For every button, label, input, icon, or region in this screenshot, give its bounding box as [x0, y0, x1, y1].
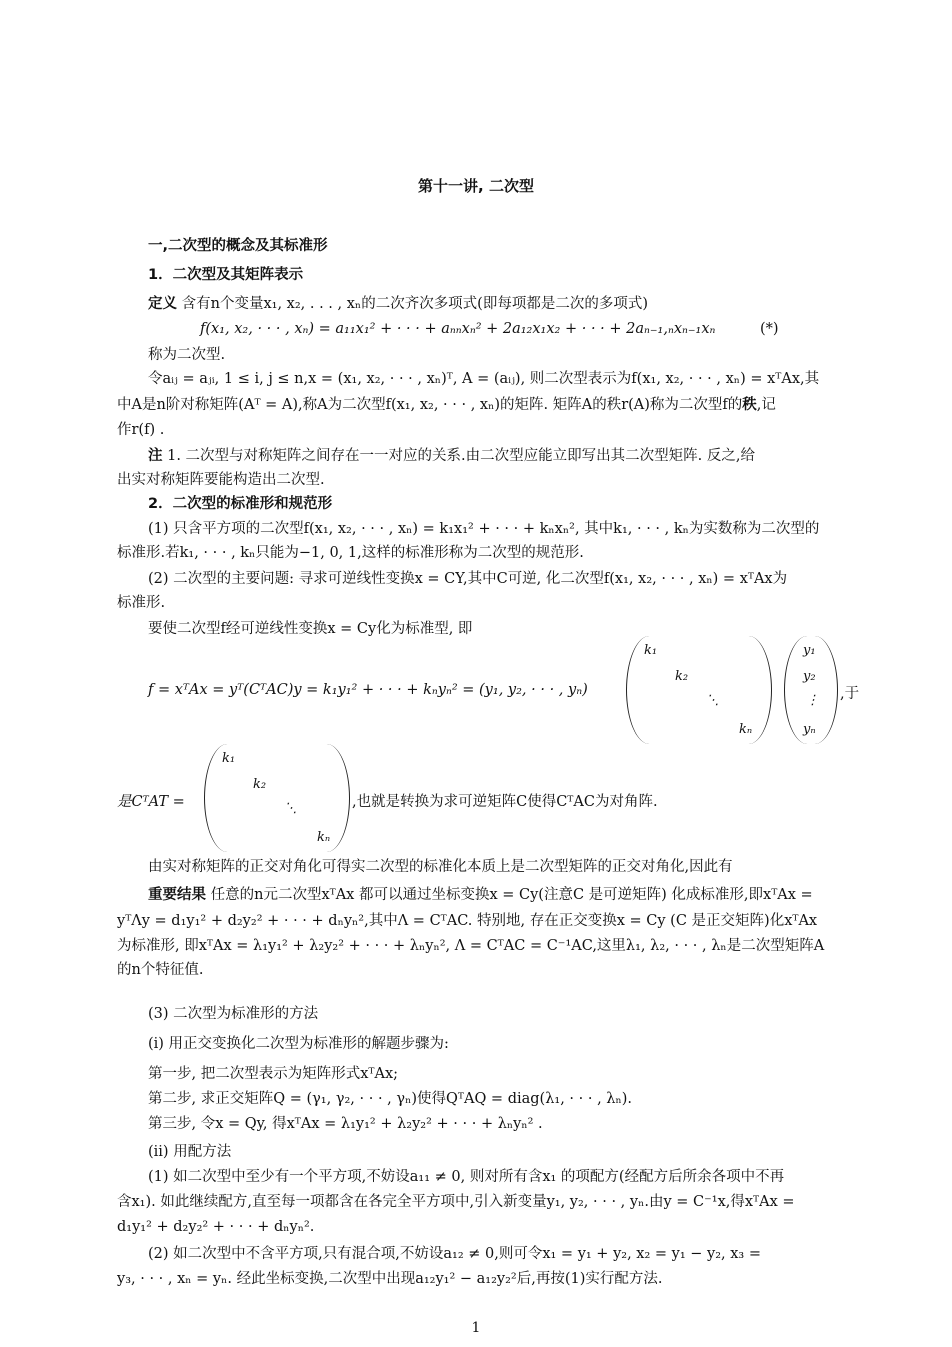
- matrix2-entry-kn: kₙ: [317, 830, 331, 845]
- paragraph-3: (3) 二次型为标准形的方法: [148, 1006, 319, 1022]
- vector-entry-vdots: ⋮: [806, 693, 819, 708]
- definition-formula: f(x₁, x₂, · · · , xₙ) = a₁₁x₁² + · · · + aₙₙxₙ² + 2a₁₂x₁x₂ + · · · + 2aₙ₋₁,ₙxₙ₋₁xₙ: [200, 321, 716, 337]
- definition-named: 称为二次型.: [148, 347, 226, 363]
- paragraph-let-line3: 作r(f) .: [117, 422, 165, 438]
- vector-entry-y1: y₁: [803, 643, 816, 658]
- matrix1-entry-kn: kₙ: [739, 722, 753, 737]
- important-result-line1: [148, 885, 900, 905]
- definition-paragraph: [148, 294, 900, 314]
- paragraph-2-line2: 标准形.: [117, 595, 166, 611]
- paragraph-orthogonal: 由实对称矩阵的正交对角化可得实二次型的标准化本质上是二次型矩阵的正交对角化,因此有: [148, 859, 733, 875]
- equation-2-tail: ,也就是转换为求可逆矩阵C使得CᵀAC为对角阵.: [352, 794, 658, 810]
- note-line1: [148, 446, 900, 466]
- paragraph-1-line1: (1) 只含平方项的二次型f(x₁, x₂, · · · , xₙ) = k₁x₁² + · · · + kₙxₙ², 其中k₁, · · · , kₙ为实数称为二次型的: [148, 521, 820, 537]
- important-result-line3: 为标准形, 即xᵀAx = λ₁y₁² + λ₂y₂² + · · · + λₙyₙ², Λ = CᵀAC = C⁻¹AC,这里λ₁, λ₂, · · · , λₙ是二次型矩阵A: [117, 938, 825, 954]
- equation-1-tail: ,于: [840, 686, 860, 702]
- case-1-line2: 含x₁). 如此继续配方,直至每一项都含在各完全平方项中,引入新变量y₁, y₂, · · · , yₙ.由y = C⁻¹x,得xᵀAx =: [117, 1194, 795, 1210]
- matrix2-entry-dots: ⋱: [284, 801, 297, 816]
- subsection-heading-2: 2．二次型的标准形和规范形: [148, 496, 333, 512]
- step-2: 第二步, 求正交矩阵Q = (γ₁, γ₂, · · · , γₙ)使得QᵀAQ = diag(λ₁, · · · , λₙ).: [148, 1091, 633, 1107]
- step-3: 第三步, 令x = Qy, 得xᵀAx = λ₁y₁² + λ₂y₂² + · · · + λₙyₙ² .: [148, 1116, 543, 1132]
- vector-entry-y2: y₂: [803, 669, 816, 684]
- step-1: 第一步, 把二次型表示为矩阵形式xᵀAx;: [148, 1066, 399, 1082]
- paragraph-let-line1: 令aᵢⱼ = aⱼᵢ, 1 ≤ i, j ≤ n,x = (x₁, x₂, · · · , xₙ)ᵀ, A = (aᵢⱼ), 则二次型表示为f(x₁, x₂, · · · , xₙ) = xᵀAx,其: [148, 371, 820, 387]
- matrix1-entry-k2: k₂: [675, 669, 689, 684]
- paragraph-let-line2-tail: ,记: [756, 397, 776, 413]
- page-number: 1: [471, 1320, 481, 1336]
- paragraph-let-line2-text: 中A是n阶对称矩阵(Aᵀ = A),称A为二次型f(x₁, x₂, · · · , xₙ)的矩阵. 矩阵A的秩r(A)称为二次型f的: [117, 397, 743, 413]
- case-2-line2: y₃, · · · , xₙ = yₙ. 经此坐标变换,二次型中出现a₁₂y₁² − a₁₂y₂²后,再按(1)实行配方法.: [117, 1271, 663, 1287]
- note-line2: 出实对称矩阵要能构造出二次型.: [117, 472, 325, 488]
- definition-label: 定义: [148, 296, 177, 312]
- paragraph-2-line1: (2) 二次型的主要问题: 寻求可逆线性变换x = CY,其中C可逆, 化二次型f(x₁, x₂, · · · , xₙ) = xᵀAx为: [148, 571, 788, 587]
- vector-entry-yn: yₙ: [803, 722, 816, 737]
- paragraph-let-line2: [117, 395, 869, 415]
- paragraph-1-line2: 标准形.若k₁, · · · , kₙ只能为−1, 0, 1,这样的标准形称为二次型的规范形.: [117, 545, 584, 561]
- formula-tag: (*): [760, 321, 779, 337]
- matrix2-entry-k1: k₁: [222, 751, 236, 766]
- matrix1-entry-k1: k₁: [644, 643, 658, 658]
- matrix2-entry-k2: k₂: [253, 777, 267, 792]
- case-2-line1: (2) 如二次型中不含平方项,只有混合项,不妨设a₁₂ ≠ 0,则可令x₁ = y₁ + y₂, x₂ = y₁ − y₂, x₃ =: [148, 1246, 761, 1262]
- rank-term: 秩: [742, 397, 757, 413]
- definition-text: 含有n个变量x₁, x₂, . . . , xₙ的二次齐次多项式(即每项都是二次的多项式): [181, 296, 649, 312]
- note-label: 注: [148, 448, 163, 464]
- page-title: 第十一讲, 二次型: [418, 177, 534, 195]
- important-result-text: 任意的n元二次型xᵀAx 都可以通过坐标变换x = Cy(注意C 是可逆矩阵) 化成标准形,即xᵀAx =: [210, 887, 813, 903]
- matrix1-entry-dots: ⋱: [706, 693, 719, 708]
- equation-1-left: f = xᵀAx = yᵀ(CᵀAC)y = k₁y₁² + · · · + kₙyₙ² = (y₁, y₂, · · · , yₙ): [148, 682, 588, 698]
- case-1-line3: d₁y₁² + d₂y₂² + · · · + dₙyₙ².: [117, 1219, 315, 1235]
- method-ii-heading: (ii) 用配方法: [148, 1144, 232, 1160]
- case-1-line1: (1) 如二次型中至少有一个平方项,不妨设a₁₁ ≠ 0, 则对所有含x₁ 的项配方(经配方后所余各项中不再: [148, 1169, 785, 1185]
- paragraph-make: 要使二次型f经可逆线性变换x = Cy化为标准型, 即: [148, 621, 473, 637]
- important-result-line4: 的n个特征值.: [117, 962, 204, 978]
- note-text: 1. 二次型与对称矩阵之间存在一一对应的关系.由二次型应能立即写出其二次型矩阵. 反之,给: [167, 448, 755, 464]
- important-result-label: 重要结果: [148, 887, 206, 903]
- important-result-line2: yᵀΛy = d₁y₁² + d₂y₂² + · · · + dₙyₙ²,其中Λ = CᵀAC. 特别地, 存在正交变换x = Cy (C 是正交矩阵)化xᵀAx: [117, 913, 818, 929]
- section-heading-1: 一,二次型的概念及其标准形: [148, 238, 328, 254]
- equation-2-left: 是CᵀAT =: [117, 794, 185, 810]
- method-i-heading: (i) 用正交变换化二次型为标准形的解题步骤为:: [148, 1036, 449, 1052]
- subsection-heading-1: 1．二次型及其矩阵表示: [148, 267, 304, 283]
